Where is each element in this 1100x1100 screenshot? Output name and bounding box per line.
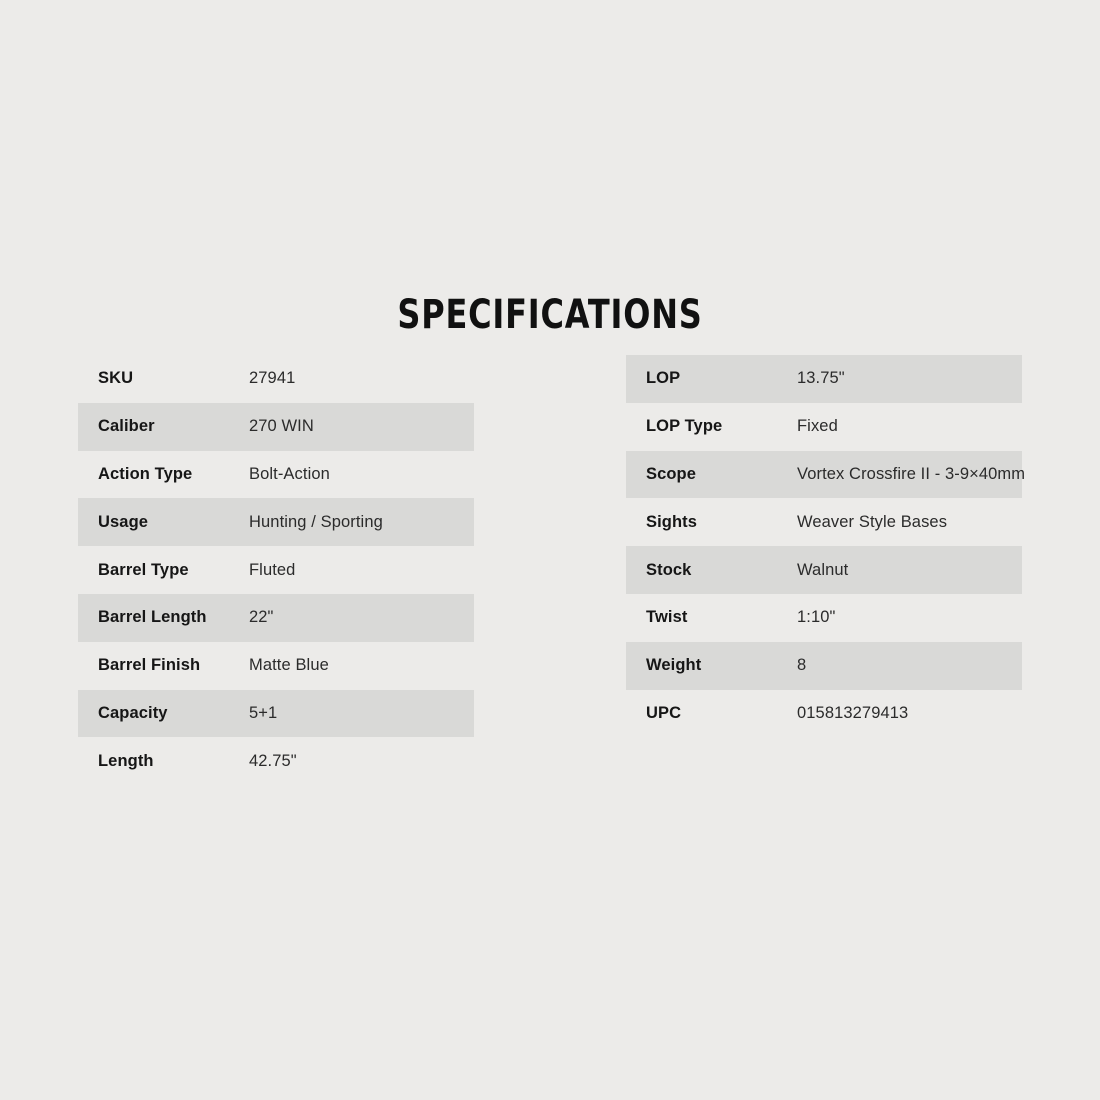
spec-value: Bolt-Action [249, 464, 330, 483]
spec-row [626, 546, 1022, 594]
spec-label: Barrel Length [98, 608, 207, 627]
spec-value: Fixed [797, 417, 838, 436]
spec-label: LOP Type [646, 417, 723, 436]
spec-row [626, 403, 1022, 451]
spec-label: UPC [646, 703, 682, 722]
spec-value: 22" [249, 608, 274, 627]
spec-label: Sights [646, 512, 698, 531]
spec-value: 5+1 [249, 703, 278, 722]
spec-value: 270 WIN [249, 417, 314, 436]
spec-value: 8 [797, 656, 807, 675]
spec-value: Walnut [797, 560, 849, 579]
spec-value: 015813279413 [797, 703, 909, 722]
page-title: SPECIFICATIONS [397, 292, 703, 338]
spec-label: Twist [646, 608, 688, 627]
spec-label: Barrel Finish [98, 656, 201, 675]
spec-label: Stock [646, 560, 692, 579]
spec-row [626, 594, 1022, 642]
spec-value: 13.75" [797, 369, 845, 388]
spec-row [78, 546, 474, 594]
spec-label: LOP [646, 369, 681, 388]
spec-label: Usage [98, 512, 149, 531]
spec-row [78, 451, 474, 499]
spec-label: Length [98, 751, 154, 770]
spec-row [626, 690, 1022, 738]
spec-row [626, 498, 1022, 546]
spec-label: Barrel Type [98, 560, 189, 579]
spec-row [78, 690, 474, 738]
spec-value: 1:10" [797, 608, 836, 627]
spec-row [78, 498, 474, 546]
spec-value: 42.75" [249, 751, 297, 770]
spec-value: Hunting / Sporting [249, 512, 383, 531]
specifications-table-left [78, 355, 474, 785]
spec-row [78, 642, 474, 690]
spec-value: Matte Blue [249, 656, 329, 675]
specifications-table-right [626, 355, 1026, 785]
spec-label: Capacity [98, 703, 168, 722]
spec-label: SKU [98, 369, 134, 388]
spec-row [78, 594, 474, 642]
spec-row [78, 403, 474, 451]
spec-value: Fluted [249, 560, 296, 579]
spec-row [626, 355, 1022, 403]
spec-row [626, 451, 1026, 499]
spec-label: Caliber [98, 417, 155, 436]
spec-label: Weight [646, 656, 702, 675]
spec-value: 27941 [249, 369, 296, 388]
spec-value: Weaver Style Bases [797, 512, 948, 531]
spec-row [78, 737, 474, 785]
spec-label: Action Type [98, 464, 193, 483]
spec-label: Scope [646, 464, 697, 483]
spec-value: Vortex Crossfire II - 3-9×40mm [797, 464, 1026, 483]
specifications-tables [78, 355, 1026, 785]
spec-row [626, 642, 1022, 690]
spec-row [78, 355, 474, 403]
